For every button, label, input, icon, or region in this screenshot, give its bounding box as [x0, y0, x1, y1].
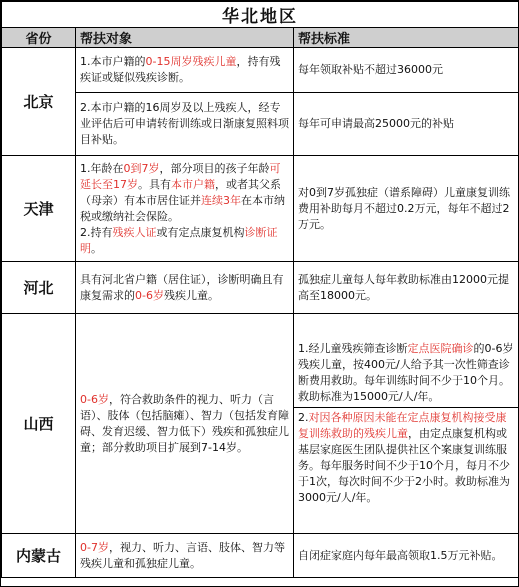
table-row-beijing-2	[2, 93, 519, 156]
text-segment: 或有定点康复机构	[156, 225, 245, 239]
tianjin-target-1	[80, 161, 289, 225]
highlighted-text: 0-15周岁残疾儿童	[145, 55, 237, 68]
highlighted-text: 0-6岁	[135, 288, 164, 302]
text-segment: ，视力、听力、言语、肢体、智力等残疾儿童和孤独症儿童。	[80, 540, 285, 570]
table-row-tianjin	[2, 156, 519, 262]
highlighted-text: 0-7岁	[80, 540, 109, 554]
highlighted-text: 0-6岁	[80, 392, 109, 406]
shanxi-standard	[294, 314, 519, 534]
highlighted-text: 对因各种原因未能在定点康复机构接受康复训练救助的残疾儿童	[298, 411, 507, 440]
table-row-hebei	[2, 262, 519, 314]
text-segment: 。	[91, 241, 102, 255]
highlighted-text: 诊断证明	[80, 225, 278, 255]
province-hebei: 河北	[2, 262, 76, 314]
text-segment: ，由定点康复机构或基层家庭医生团队提供社区个案康复训练服务。每年服务时间不少于10个月，每月不少于1次，每次时间不少于2小时。救助标准为3000元/人/年。	[298, 427, 510, 504]
policy-table	[1, 1, 519, 578]
province-beijing: 北京	[2, 48, 76, 156]
header-province: 省份	[2, 28, 76, 48]
text-segment: 在本市纳税或缴纳社会保险。	[80, 193, 285, 223]
shanxi-target	[76, 314, 294, 534]
text-segment: 2.持有	[80, 225, 113, 239]
table-title: 华北地区	[2, 2, 519, 28]
table-row-beijing-1	[2, 48, 519, 93]
text-segment: 1.经儿童残疾筛查诊断	[298, 342, 408, 355]
highlighted-text: 连续3年	[201, 193, 241, 207]
title-row	[2, 2, 519, 28]
hebei-target	[76, 262, 294, 314]
beijing-target-1	[76, 48, 294, 93]
beijing-standard-1: 每年领取补贴不超过36000元	[294, 48, 519, 93]
text-segment: 。具有	[138, 177, 171, 191]
text-segment: ，或者其父系（母亲）有本市居住证并	[80, 177, 281, 207]
province-tianjin: 天津	[2, 156, 76, 262]
hebei-standard: 孤独症儿童每人每年救助标准由12000元提高至18000元。	[294, 262, 519, 314]
highlighted-text: 残疾人证	[112, 225, 157, 239]
shanxi-standard-2	[294, 408, 518, 508]
highlighted-text: 0到7岁	[123, 161, 160, 175]
neimenggu-target	[76, 534, 294, 578]
province-shanxi: 山西	[2, 314, 76, 534]
text-segment: 具有河北省户籍（居住证），诊断明确且有康复需求的	[80, 272, 284, 302]
highlighted-text: 本市户籍	[171, 177, 215, 191]
tianjin-standard: 对0到7岁孤独症（谱系障碍）儿童康复训练费用补助每月不超过0.2万元，每年不超过2万元。	[294, 156, 519, 262]
highlighted-text: 可延长至17岁	[80, 161, 281, 191]
shanxi-standard-1	[294, 339, 518, 408]
tianjin-target	[76, 156, 294, 262]
beijing-target-2: 2.本市户籍的16周岁及以上残疾人，经专业评估后可申请转衔训练或日渐康复照料项目补贴。	[76, 93, 294, 156]
province-neimenggu: 内蒙古	[2, 534, 76, 578]
header-standard: 帮扶标准	[294, 28, 519, 48]
highlighted-text: 定点医院确诊	[407, 342, 474, 355]
header-row	[2, 28, 519, 48]
text-segment: ，符合救助条件的视力、听力（言语）、肢体（包括脑瘫）、智力（包括发育障碍、发育迟缓、智力低下）残疾和孤独症儿童；部分救助项目扩展到7-14岁。	[80, 392, 289, 454]
table-row-shanxi	[2, 314, 519, 534]
text-segment: 的0-6岁残疾儿童，按400元/人给予其一次性筛查诊断费用救助。每年训练时间不少于10个月。救助标准为15000元/人/年。	[298, 342, 514, 403]
beijing-standard-2: 每年可申请最高25000元的补贴	[294, 93, 519, 156]
text-segment: ，持有残疾证或疑似残疾诊断。	[80, 55, 281, 84]
text-segment: 1.年龄在	[80, 161, 124, 175]
table-row-neimenggu	[2, 534, 519, 578]
neimenggu-standard: 自闭症家庭内每年最高领取1.5万元补贴。	[294, 534, 519, 578]
text-segment: 1.本市户籍的	[80, 55, 146, 68]
text-segment: 残疾儿童。	[163, 288, 219, 302]
text-segment: 2.	[298, 411, 309, 424]
header-target: 帮扶对象	[76, 28, 294, 48]
text-segment: ，部分项目的孩子年龄	[159, 161, 270, 175]
tianjin-target-2	[80, 225, 289, 257]
